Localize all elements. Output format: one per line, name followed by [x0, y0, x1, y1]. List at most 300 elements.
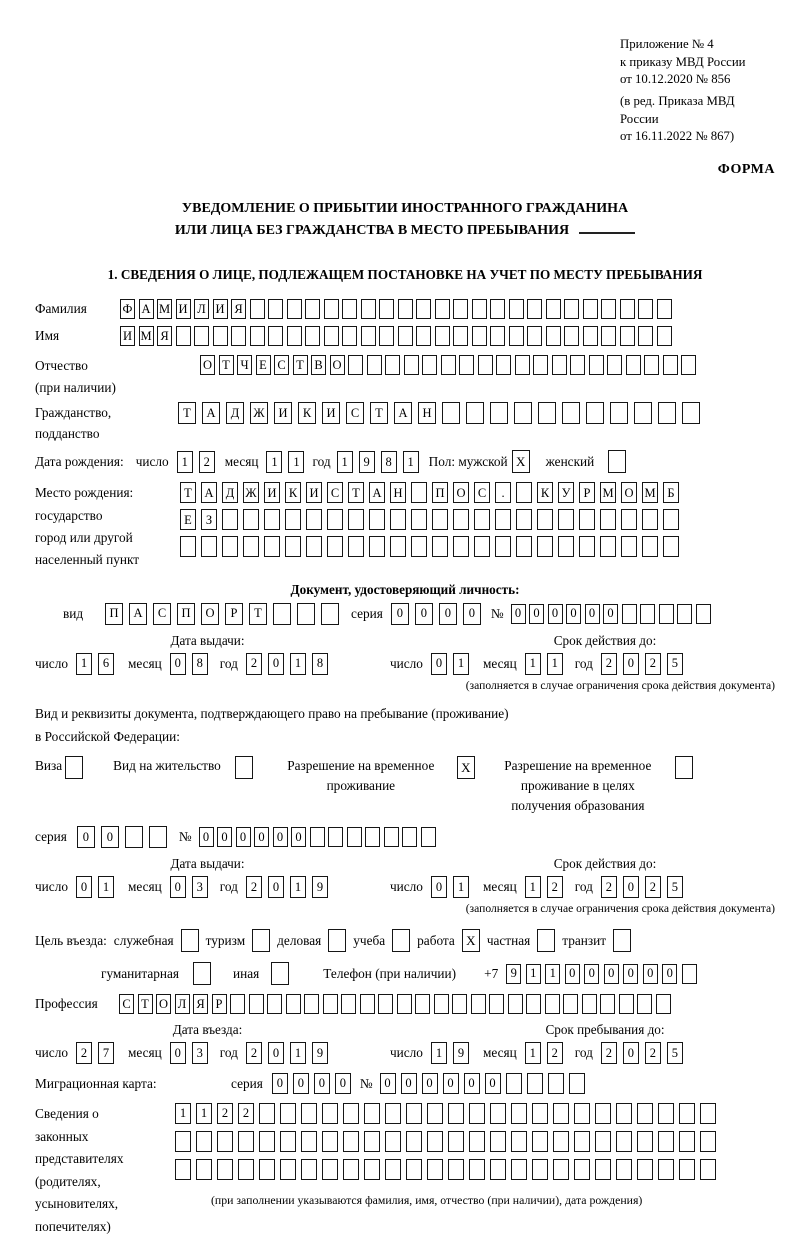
- char-box[interactable]: [700, 1131, 716, 1152]
- char-box[interactable]: К: [298, 402, 316, 424]
- char-box[interactable]: [364, 1159, 380, 1180]
- char-box[interactable]: М: [139, 326, 154, 346]
- char-box[interactable]: 0: [170, 653, 186, 675]
- char-box[interactable]: С: [474, 482, 490, 503]
- char-box[interactable]: [259, 1131, 275, 1152]
- char-box[interactable]: 0: [585, 604, 600, 624]
- entry-day-field[interactable]: [76, 1042, 114, 1064]
- char-box[interactable]: [574, 1131, 590, 1152]
- char-box[interactable]: [677, 604, 692, 624]
- char-box[interactable]: Б: [663, 482, 679, 503]
- char-box[interactable]: [280, 1159, 296, 1180]
- char-box[interactable]: .: [495, 482, 511, 503]
- char-box[interactable]: [435, 299, 450, 319]
- char-box[interactable]: [472, 326, 487, 346]
- char-box[interactable]: [280, 1131, 296, 1152]
- char-box[interactable]: [243, 536, 259, 557]
- char-box[interactable]: [322, 1159, 338, 1180]
- char-box[interactable]: Н: [418, 402, 436, 424]
- char-box[interactable]: П: [105, 603, 123, 625]
- stay-day-field[interactable]: [431, 1042, 469, 1064]
- char-box[interactable]: [537, 509, 553, 530]
- char-box[interactable]: [324, 299, 339, 319]
- char-box[interactable]: [217, 1159, 233, 1180]
- char-box[interactable]: И: [120, 326, 135, 346]
- char-box[interactable]: 0: [415, 603, 433, 625]
- char-box[interactable]: [390, 509, 406, 530]
- birth-year-field[interactable]: [337, 451, 419, 473]
- char-box[interactable]: А: [201, 482, 217, 503]
- permit-number-field[interactable]: [199, 827, 436, 847]
- entry-month-field[interactable]: [170, 1042, 208, 1064]
- char-box[interactable]: [621, 509, 637, 530]
- char-box[interactable]: [622, 604, 637, 624]
- birth-day-field[interactable]: [177, 451, 215, 473]
- char-box[interactable]: [516, 536, 532, 557]
- residence-permit-checkbox[interactable]: [235, 756, 253, 779]
- char-box[interactable]: [553, 1159, 569, 1180]
- char-box[interactable]: Н: [390, 482, 406, 503]
- char-box[interactable]: [365, 827, 380, 847]
- char-box[interactable]: 0: [431, 653, 447, 675]
- given-name-field[interactable]: [120, 326, 672, 346]
- char-box[interactable]: Ж: [250, 402, 268, 424]
- char-box[interactable]: [230, 994, 245, 1014]
- char-box[interactable]: [472, 299, 487, 319]
- purpose-business-checkbox[interactable]: [328, 929, 346, 952]
- char-box[interactable]: [532, 1159, 548, 1180]
- char-box[interactable]: 0: [268, 876, 284, 898]
- id-issue-year-field[interactable]: [246, 653, 328, 675]
- char-box[interactable]: [471, 994, 486, 1014]
- char-box[interactable]: [285, 509, 301, 530]
- sex-female-checkbox[interactable]: [608, 450, 626, 473]
- char-box[interactable]: [175, 1131, 191, 1152]
- char-box[interactable]: [508, 994, 523, 1014]
- char-box[interactable]: [453, 509, 469, 530]
- char-box[interactable]: 1: [525, 876, 541, 898]
- char-box[interactable]: [552, 355, 567, 375]
- char-box[interactable]: 2: [601, 1042, 617, 1064]
- char-box[interactable]: [287, 326, 302, 346]
- char-box[interactable]: 9: [312, 1042, 328, 1064]
- char-box[interactable]: [514, 402, 532, 424]
- char-box[interactable]: [478, 355, 493, 375]
- char-box[interactable]: 1: [98, 876, 114, 898]
- char-box[interactable]: [348, 509, 364, 530]
- char-box[interactable]: 1: [290, 876, 306, 898]
- char-box[interactable]: [616, 1131, 632, 1152]
- char-box[interactable]: Т: [138, 994, 153, 1014]
- char-box[interactable]: [369, 509, 385, 530]
- char-box[interactable]: [679, 1159, 695, 1180]
- char-box[interactable]: 1: [288, 451, 304, 473]
- permit-expiry-day-field[interactable]: [431, 876, 469, 898]
- char-box[interactable]: О: [453, 482, 469, 503]
- char-box[interactable]: 3: [192, 1042, 208, 1064]
- char-box[interactable]: [659, 604, 674, 624]
- purpose-official-checkbox[interactable]: [181, 929, 199, 952]
- char-box[interactable]: И: [274, 402, 292, 424]
- char-box[interactable]: [268, 299, 283, 319]
- char-box[interactable]: [259, 1159, 275, 1180]
- char-box[interactable]: [342, 326, 357, 346]
- char-box[interactable]: Е: [180, 509, 196, 530]
- char-box[interactable]: [638, 299, 653, 319]
- char-box[interactable]: [301, 1103, 317, 1124]
- char-box[interactable]: [361, 326, 376, 346]
- char-box[interactable]: И: [176, 299, 191, 319]
- char-box[interactable]: [616, 1159, 632, 1180]
- char-box[interactable]: [490, 402, 508, 424]
- char-box[interactable]: 5: [667, 876, 683, 898]
- char-box[interactable]: 1: [453, 653, 469, 675]
- char-box[interactable]: [180, 536, 196, 557]
- char-box[interactable]: У: [558, 482, 574, 503]
- char-box[interactable]: [496, 355, 511, 375]
- char-box[interactable]: [322, 1131, 338, 1152]
- char-box[interactable]: 1: [76, 653, 92, 675]
- char-box[interactable]: [310, 827, 325, 847]
- char-box[interactable]: 0: [273, 827, 288, 847]
- char-box[interactable]: 2: [246, 876, 262, 898]
- char-box[interactable]: 0: [77, 826, 95, 848]
- char-box[interactable]: 5: [667, 653, 683, 675]
- char-box[interactable]: [509, 326, 524, 346]
- char-box[interactable]: Я: [193, 994, 208, 1014]
- char-box[interactable]: [511, 1131, 527, 1152]
- char-box[interactable]: [194, 326, 209, 346]
- char-box[interactable]: [367, 355, 382, 375]
- char-box[interactable]: [323, 994, 338, 1014]
- char-box[interactable]: 0: [604, 964, 619, 984]
- char-box[interactable]: Ф: [120, 299, 135, 319]
- sex-male-checkbox[interactable]: X: [512, 450, 530, 473]
- representatives-row2-field[interactable]: [175, 1131, 716, 1152]
- char-box[interactable]: [586, 402, 604, 424]
- char-box[interactable]: [305, 299, 320, 319]
- char-box[interactable]: [579, 536, 595, 557]
- char-box[interactable]: [306, 509, 322, 530]
- char-box[interactable]: [495, 536, 511, 557]
- char-box[interactable]: [411, 536, 427, 557]
- char-box[interactable]: [601, 299, 616, 319]
- char-box[interactable]: [390, 536, 406, 557]
- char-box[interactable]: Т: [370, 402, 388, 424]
- id-expiry-day-field[interactable]: [431, 653, 469, 675]
- char-box[interactable]: [469, 1159, 485, 1180]
- char-box[interactable]: [285, 536, 301, 557]
- char-box[interactable]: [511, 1159, 527, 1180]
- char-box[interactable]: 0: [254, 827, 269, 847]
- char-box[interactable]: [369, 536, 385, 557]
- char-box[interactable]: [259, 1103, 275, 1124]
- char-box[interactable]: 2: [601, 653, 617, 675]
- char-box[interactable]: [404, 355, 419, 375]
- char-box[interactable]: [620, 326, 635, 346]
- char-box[interactable]: А: [129, 603, 147, 625]
- char-box[interactable]: С: [119, 994, 134, 1014]
- char-box[interactable]: [411, 482, 427, 503]
- char-box[interactable]: [466, 402, 484, 424]
- char-box[interactable]: [637, 1159, 653, 1180]
- char-box[interactable]: С: [327, 482, 343, 503]
- char-box[interactable]: [657, 299, 672, 319]
- char-box[interactable]: [601, 326, 616, 346]
- char-box[interactable]: [398, 299, 413, 319]
- char-box[interactable]: [432, 536, 448, 557]
- char-box[interactable]: 0: [268, 1042, 284, 1064]
- char-box[interactable]: [506, 1073, 522, 1094]
- char-box[interactable]: Р: [579, 482, 595, 503]
- char-box[interactable]: [301, 1159, 317, 1180]
- doc-number-field[interactable]: [511, 604, 711, 624]
- char-box[interactable]: И: [322, 402, 340, 424]
- id-issue-day-field[interactable]: [76, 653, 114, 675]
- char-box[interactable]: [384, 827, 399, 847]
- char-box[interactable]: Я: [157, 326, 172, 346]
- birthplace-row3-field[interactable]: [180, 536, 679, 557]
- char-box[interactable]: 0: [101, 826, 119, 848]
- char-box[interactable]: 0: [422, 1073, 438, 1094]
- char-box[interactable]: [600, 994, 615, 1014]
- char-box[interactable]: 1: [337, 451, 353, 473]
- birth-month-field[interactable]: [266, 451, 304, 473]
- char-box[interactable]: [243, 509, 259, 530]
- char-box[interactable]: [301, 1131, 317, 1152]
- char-box[interactable]: [348, 355, 363, 375]
- char-box[interactable]: М: [157, 299, 172, 319]
- char-box[interactable]: [574, 1103, 590, 1124]
- char-box[interactable]: 1: [431, 1042, 447, 1064]
- char-box[interactable]: 2: [238, 1103, 254, 1124]
- char-box[interactable]: 1: [453, 876, 469, 898]
- char-box[interactable]: [474, 536, 490, 557]
- char-box[interactable]: [656, 994, 671, 1014]
- char-box[interactable]: К: [285, 482, 301, 503]
- char-box[interactable]: [527, 1073, 543, 1094]
- char-box[interactable]: [658, 1131, 674, 1152]
- char-box[interactable]: 0: [623, 964, 638, 984]
- char-box[interactable]: [663, 355, 678, 375]
- char-box[interactable]: [545, 994, 560, 1014]
- char-box[interactable]: [176, 326, 191, 346]
- char-box[interactable]: [553, 1103, 569, 1124]
- char-box[interactable]: [640, 604, 655, 624]
- char-box[interactable]: И: [213, 299, 228, 319]
- doc-type-field[interactable]: [105, 603, 339, 625]
- char-box[interactable]: 0: [662, 964, 677, 984]
- char-box[interactable]: 0: [643, 964, 658, 984]
- char-box[interactable]: [562, 402, 580, 424]
- char-box[interactable]: [696, 604, 711, 624]
- char-box[interactable]: 1: [177, 451, 193, 473]
- char-box[interactable]: [321, 603, 339, 625]
- stay-month-field[interactable]: [525, 1042, 563, 1064]
- char-box[interactable]: [348, 536, 364, 557]
- char-box[interactable]: А: [394, 402, 412, 424]
- purpose-private-checkbox[interactable]: [537, 929, 555, 952]
- char-box[interactable]: [558, 509, 574, 530]
- char-box[interactable]: [459, 355, 474, 375]
- phone-field[interactable]: [506, 964, 697, 984]
- char-box[interactable]: А: [369, 482, 385, 503]
- char-box[interactable]: [342, 299, 357, 319]
- char-box[interactable]: 9: [312, 876, 328, 898]
- migration-card-number-field[interactable]: [380, 1073, 585, 1094]
- char-box[interactable]: [222, 536, 238, 557]
- char-box[interactable]: С: [153, 603, 171, 625]
- char-box[interactable]: С: [346, 402, 364, 424]
- id-expiry-month-field[interactable]: [525, 653, 563, 675]
- char-box[interactable]: 0: [293, 1073, 309, 1094]
- char-box[interactable]: [398, 326, 413, 346]
- profession-field[interactable]: [119, 994, 671, 1014]
- char-box[interactable]: [406, 1159, 422, 1180]
- char-box[interactable]: 0: [566, 604, 581, 624]
- char-box[interactable]: [509, 299, 524, 319]
- char-box[interactable]: Я: [231, 299, 246, 319]
- char-box[interactable]: [287, 299, 302, 319]
- char-box[interactable]: [682, 402, 700, 424]
- char-box[interactable]: М: [600, 482, 616, 503]
- char-box[interactable]: [527, 326, 542, 346]
- char-box[interactable]: [563, 994, 578, 1014]
- char-box[interactable]: [201, 536, 217, 557]
- char-box[interactable]: [343, 1131, 359, 1152]
- temp-residence-checkbox[interactable]: X: [457, 756, 475, 779]
- visa-checkbox[interactable]: [65, 756, 83, 779]
- char-box[interactable]: [250, 326, 265, 346]
- char-box[interactable]: 7: [98, 1042, 114, 1064]
- char-box[interactable]: 8: [312, 653, 328, 675]
- char-box[interactable]: Т: [180, 482, 196, 503]
- char-box[interactable]: [406, 1131, 422, 1152]
- char-box[interactable]: 0: [268, 653, 284, 675]
- permit-issue-month-field[interactable]: [170, 876, 208, 898]
- char-box[interactable]: 2: [76, 1042, 92, 1064]
- char-box[interactable]: [435, 326, 450, 346]
- char-box[interactable]: [343, 1103, 359, 1124]
- temp-residence-edu-checkbox[interactable]: [675, 756, 693, 779]
- char-box[interactable]: [642, 536, 658, 557]
- char-box[interactable]: [495, 509, 511, 530]
- char-box[interactable]: [582, 994, 597, 1014]
- char-box[interactable]: [490, 1159, 506, 1180]
- char-box[interactable]: [679, 1131, 695, 1152]
- char-box[interactable]: К: [537, 482, 553, 503]
- char-box[interactable]: И: [264, 482, 280, 503]
- char-box[interactable]: 1: [290, 653, 306, 675]
- char-box[interactable]: [564, 299, 579, 319]
- char-box[interactable]: 1: [403, 451, 419, 473]
- char-box[interactable]: [379, 326, 394, 346]
- char-box[interactable]: [448, 1131, 464, 1152]
- char-box[interactable]: [379, 299, 394, 319]
- char-box[interactable]: [532, 1131, 548, 1152]
- char-box[interactable]: [574, 1159, 590, 1180]
- char-box[interactable]: [658, 402, 676, 424]
- char-box[interactable]: 0: [443, 1073, 459, 1094]
- char-box[interactable]: [238, 1131, 254, 1152]
- char-box[interactable]: 0: [380, 1073, 396, 1094]
- char-box[interactable]: [385, 1159, 401, 1180]
- char-box[interactable]: Е: [256, 355, 271, 375]
- char-box[interactable]: [638, 326, 653, 346]
- char-box[interactable]: 2: [246, 653, 262, 675]
- char-box[interactable]: [532, 1103, 548, 1124]
- char-box[interactable]: 0: [76, 876, 92, 898]
- char-box[interactable]: [553, 1131, 569, 1152]
- char-box[interactable]: [516, 509, 532, 530]
- purpose-tourism-checkbox[interactable]: [252, 929, 270, 952]
- char-box[interactable]: [600, 509, 616, 530]
- char-box[interactable]: [273, 603, 291, 625]
- char-box[interactable]: [441, 355, 456, 375]
- doc-series-field[interactable]: [391, 603, 481, 625]
- char-box[interactable]: А: [202, 402, 220, 424]
- char-box[interactable]: [378, 994, 393, 1014]
- char-box[interactable]: [700, 1159, 716, 1180]
- char-box[interactable]: [304, 994, 319, 1014]
- char-box[interactable]: 2: [217, 1103, 233, 1124]
- char-box[interactable]: 1: [526, 964, 541, 984]
- permit-series-field[interactable]: [77, 826, 167, 848]
- char-box[interactable]: [616, 1103, 632, 1124]
- char-box[interactable]: 0: [217, 827, 232, 847]
- char-box[interactable]: 9: [359, 451, 375, 473]
- char-box[interactable]: [644, 355, 659, 375]
- char-box[interactable]: 0: [439, 603, 457, 625]
- char-box[interactable]: [600, 536, 616, 557]
- char-box[interactable]: [238, 1159, 254, 1180]
- citizenship-field[interactable]: [178, 402, 700, 424]
- char-box[interactable]: 0: [464, 1073, 480, 1094]
- char-box[interactable]: [280, 1103, 296, 1124]
- birthplace-row1-field[interactable]: [180, 482, 679, 503]
- char-box[interactable]: 2: [645, 876, 661, 898]
- char-box[interactable]: [469, 1103, 485, 1124]
- char-box[interactable]: [546, 326, 561, 346]
- char-box[interactable]: 0: [236, 827, 251, 847]
- char-box[interactable]: [558, 536, 574, 557]
- char-box[interactable]: 5: [667, 1042, 683, 1064]
- char-box[interactable]: [642, 509, 658, 530]
- char-box[interactable]: 2: [601, 876, 617, 898]
- purpose-humanitarian-checkbox[interactable]: [193, 962, 211, 985]
- surname-field[interactable]: [120, 299, 672, 319]
- char-box[interactable]: [213, 326, 228, 346]
- char-box[interactable]: [583, 326, 598, 346]
- char-box[interactable]: 1: [196, 1103, 212, 1124]
- char-box[interactable]: А: [139, 299, 154, 319]
- char-box[interactable]: 1: [175, 1103, 191, 1124]
- char-box[interactable]: [217, 1131, 233, 1152]
- char-box[interactable]: [268, 326, 283, 346]
- char-box[interactable]: [196, 1159, 212, 1180]
- char-box[interactable]: О: [330, 355, 345, 375]
- char-box[interactable]: О: [201, 603, 219, 625]
- char-box[interactable]: [569, 1073, 585, 1094]
- char-box[interactable]: О: [156, 994, 171, 1014]
- char-box[interactable]: 0: [485, 1073, 501, 1094]
- char-box[interactable]: [364, 1131, 380, 1152]
- migration-card-series-field[interactable]: [272, 1073, 351, 1094]
- char-box[interactable]: Д: [226, 402, 244, 424]
- char-box[interactable]: 3: [192, 876, 208, 898]
- char-box[interactable]: [448, 1103, 464, 1124]
- char-box[interactable]: 0: [623, 653, 639, 675]
